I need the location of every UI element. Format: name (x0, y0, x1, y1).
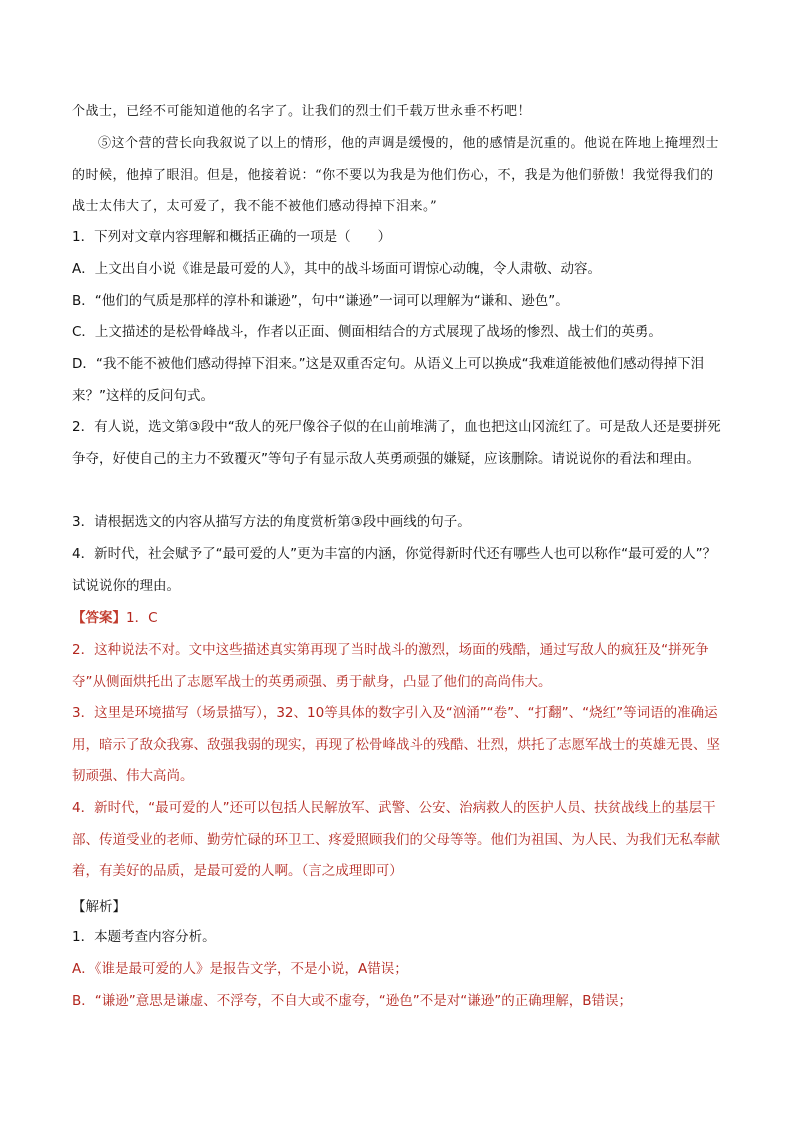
question-3: 3．请根据选文的内容从描写方法的角度赏析第③段中画线的句子。 (72, 514, 471, 530)
analysis-label: 【解析】 (72, 899, 126, 915)
answer-3: 3．这里是环境描写（场景描写），32、10等具体的数字引入及“汹涌”“卷”、“打翻”、“烧红”等词语的准确运用，暗示了敌众我寡、敌强我弱的现实，再现了松骨峰战斗的残酷、壮烈，烘托了志愿军战士的英雄无畏、坚韧顽强、伟大高尚。 (72, 705, 720, 784)
question-2: 2．有人说，选文第③段中“敌人的死尸像谷子似的在山前堆满了，血也把这山冈流红了。可是敌人还是要拼死争夺，好使自己的主力不致覆灭”等句子有显示敌人英勇顽强的嫌疑，应该删除。请说说你的看法和理由。 (72, 419, 721, 467)
answer-1-line (72, 603, 722, 635)
answer-label: 【答案】 (72, 610, 126, 626)
question-1-stem: 1．下列对文章内容理解和概括正确的一项是（ ） (72, 229, 392, 245)
question-1-option-c: C．上文描述的是松骨峰战斗，作者以正面、侧面相结合的方式展现了战场的惨烈、战士们的英勇。 (72, 324, 662, 340)
answer-1: 1．C (126, 610, 158, 626)
question-1-option-a: A．上文出自小说《谁是最可爱的人》，其中的战斗场面可谓惊心动魄，令人肃敬、动容。 (72, 261, 601, 277)
story-paragraph-5: ⑤这个营的营长向我叙说了以上的情形，他的声调是缓慢的，他的感情是沉重的。他说在阵地上掩埋烈士的时候，他掉了眼泪。但是，他接着说：“你不要以为我是为他们伤心，不，我是为他们骄傲！我觉得我们的战士太伟大了，太可爱了，我不能不被他们感动得掉下泪来。” (72, 136, 720, 214)
question-1-option-d: D．“我不能不被他们感动得掉下泪来。”这是双重否定句。从语义上可以换成“我难道能被他们感动得掉下泪来？”这样的反问句式。 (72, 356, 705, 404)
story-line: 个战士，已经不可能知道他的名字了。让我们的烈士们千载万世永垂不朽吧！ (72, 104, 532, 119)
question-4: 4．新时代，社会赋予了“最可爱的人”更为丰富的内涵，你觉得新时代还有哪些人也可以称作“最可爱的人”？试说说你的理由。 (72, 546, 717, 594)
analysis-option-b-text: B．“谦逊”意思是谦虚、不浮夸，不自大或不虚夸，“逊色”不是对“谦逊”的正确理解，B错误； (72, 993, 632, 1009)
answer-2: 2．这种说法不对。文中这些描述真实第再现了当时战斗的激烈，场面的残酷，通过写敌人的疯狂及“拼死争夺”从侧面烘托出了志愿军战士的英勇顽强、勇于献身，凸显了他们的高尚伟大。 (72, 642, 709, 690)
analysis-option-b (72, 986, 722, 1018)
analysis-option-a: A．《谁是最可爱的人》是报告文学，不是小说，A错误； (72, 961, 408, 977)
question-1-option-b: B．“他们的气质是那样的淳朴和谦逊”，句中“谦逊”一词可以理解为“谦和、逊色”。 (72, 293, 569, 309)
analysis-intro: 1．本题考查内容分析。 (72, 929, 216, 945)
answer-4: 4．新时代，“最可爱的人”还可以包括人民解放军、武警、公安、治病救人的医护人员、扶贫战线上的基层干部、传道受业的老师、勤劳忙碌的环卫工、疼爱照顾我们的父母等等。他们为祖国、为人民、为我们无私奉献着，有美好的品质，是最可爱的人啊。（言之成理即可） (72, 800, 720, 879)
